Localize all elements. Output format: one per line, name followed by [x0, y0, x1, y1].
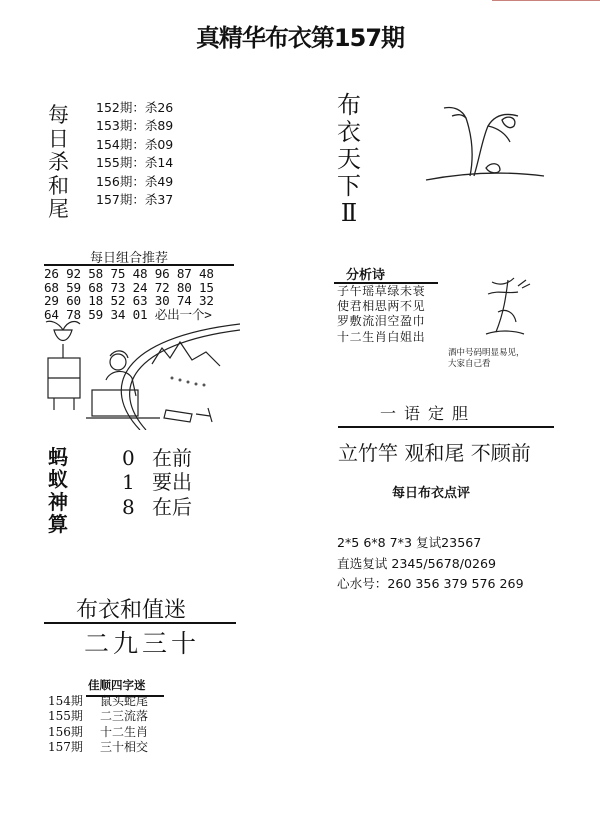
- dianping-title: 每日布衣点评: [392, 486, 471, 501]
- kill-row: 155期：杀14: [96, 155, 174, 171]
- label-char: 神: [48, 489, 68, 514]
- title-char: Ⅱ: [340, 198, 358, 227]
- pick-line: 直选复试 2345/5678/0269: [337, 555, 497, 571]
- poem-line: 子午瑶草绿未衰: [337, 284, 426, 298]
- top-hairline: [492, 0, 600, 1]
- dianping-picks: [337, 533, 524, 595]
- kill-row: 152期：杀26: [96, 100, 174, 115]
- title-char: 下: [337, 171, 361, 200]
- scholar-desk-illustration: [40, 318, 240, 430]
- combo-numbers: [44, 267, 214, 321]
- combo-title: 每日组合推荐: [90, 251, 169, 266]
- jiashun-list: [48, 694, 148, 756]
- ant-number: 1: [122, 470, 135, 495]
- poem-title: 分析诗: [346, 268, 386, 283]
- title-char: 布: [337, 91, 361, 119]
- kill-row: 157期：杀37: [96, 192, 174, 208]
- poem-line: 十二生肖白姐出: [337, 329, 426, 344]
- jiashun-row: [48, 740, 148, 755]
- jiashun-period: 154期: [48, 694, 83, 708]
- ant-number: 8: [122, 494, 135, 519]
- jiashun-text: 三十相交: [100, 740, 149, 755]
- pick-line: 心水号：260 356 379 576 269: [337, 576, 524, 592]
- yiyu-divider: [338, 426, 554, 428]
- ant-number: 0: [122, 446, 135, 470]
- combo-row: 29 60 18 52 63 30 74 32: [44, 293, 214, 309]
- ant-god-label: [48, 446, 68, 536]
- pick-line: 2*5 6*8 7*3 复试23567: [337, 535, 482, 550]
- jiashun-row: [48, 694, 148, 709]
- kill-row: 154期：杀09: [96, 136, 174, 152]
- jiashun-text: 十二生肖: [100, 724, 149, 739]
- label-char: 每: [48, 103, 69, 127]
- buyi-hezhi-title: 布衣和值迷: [76, 598, 187, 623]
- label-char: 和: [48, 173, 69, 198]
- label-char: 蚁: [48, 467, 68, 492]
- title-char: 衣: [337, 117, 361, 146]
- ant-god-rows: [122, 446, 192, 519]
- figure-sketch: [478, 272, 546, 342]
- jiashun-row: [48, 709, 148, 724]
- label-char: 杀: [48, 150, 69, 175]
- ant-row: [122, 446, 192, 470]
- jiashun-text: 鼠头蛇尾: [100, 694, 149, 708]
- daily-kill-label: [48, 104, 69, 222]
- jiashun-text: 二三流落: [100, 709, 149, 724]
- label-char: 蚂: [48, 445, 68, 469]
- buyi-tianxia-title: [337, 92, 361, 226]
- ant-row: [122, 470, 192, 494]
- ant-text: 在前: [152, 446, 192, 470]
- ant-row: [122, 495, 192, 519]
- label-char: 算: [48, 512, 68, 537]
- daily-kill-list: [96, 99, 173, 209]
- jiashun-title: 佳顺四字迷: [88, 678, 146, 692]
- poem-line: 使君相思两不见: [337, 299, 426, 314]
- poem-note-line: 大家自己看: [448, 359, 491, 369]
- buyi-hezhi-value: 二九三十: [84, 629, 201, 658]
- jiashun-period: 155期: [48, 709, 83, 724]
- ant-text: 在后: [152, 494, 192, 519]
- label-char: 日: [48, 126, 69, 151]
- combo-row: 64 78 59 34 01 必出一个>: [44, 306, 212, 322]
- combo-row: 68 59 68 73 24 72 80 15: [44, 279, 214, 295]
- poem-note: [448, 348, 525, 370]
- yiyu-title: 一语定胆: [380, 404, 477, 423]
- jiashun-period: 157期: [48, 740, 83, 755]
- combo-row: 26 92 58 75 48 96 87 48: [44, 266, 214, 281]
- ant-text: 要出: [152, 470, 192, 495]
- kill-row: 153期：杀89: [96, 118, 174, 134]
- title-char: 天: [337, 144, 361, 173]
- kill-row: 156期：杀49: [96, 173, 174, 189]
- jiashun-period: 156期: [48, 724, 83, 739]
- poem-note-line: 酒中号码明显易见，: [448, 348, 525, 358]
- poem-line: 罗敷流泪空盈巾: [337, 314, 426, 329]
- page-title: 真精华布衣第157期: [195, 24, 405, 52]
- tree-sketch: [418, 96, 558, 192]
- label-char: 尾: [48, 197, 69, 222]
- jiashun-row: [48, 725, 148, 740]
- poem-lines: [337, 284, 425, 345]
- yiyu-text: 立竹竿 观和尾 不顾前: [338, 441, 531, 465]
